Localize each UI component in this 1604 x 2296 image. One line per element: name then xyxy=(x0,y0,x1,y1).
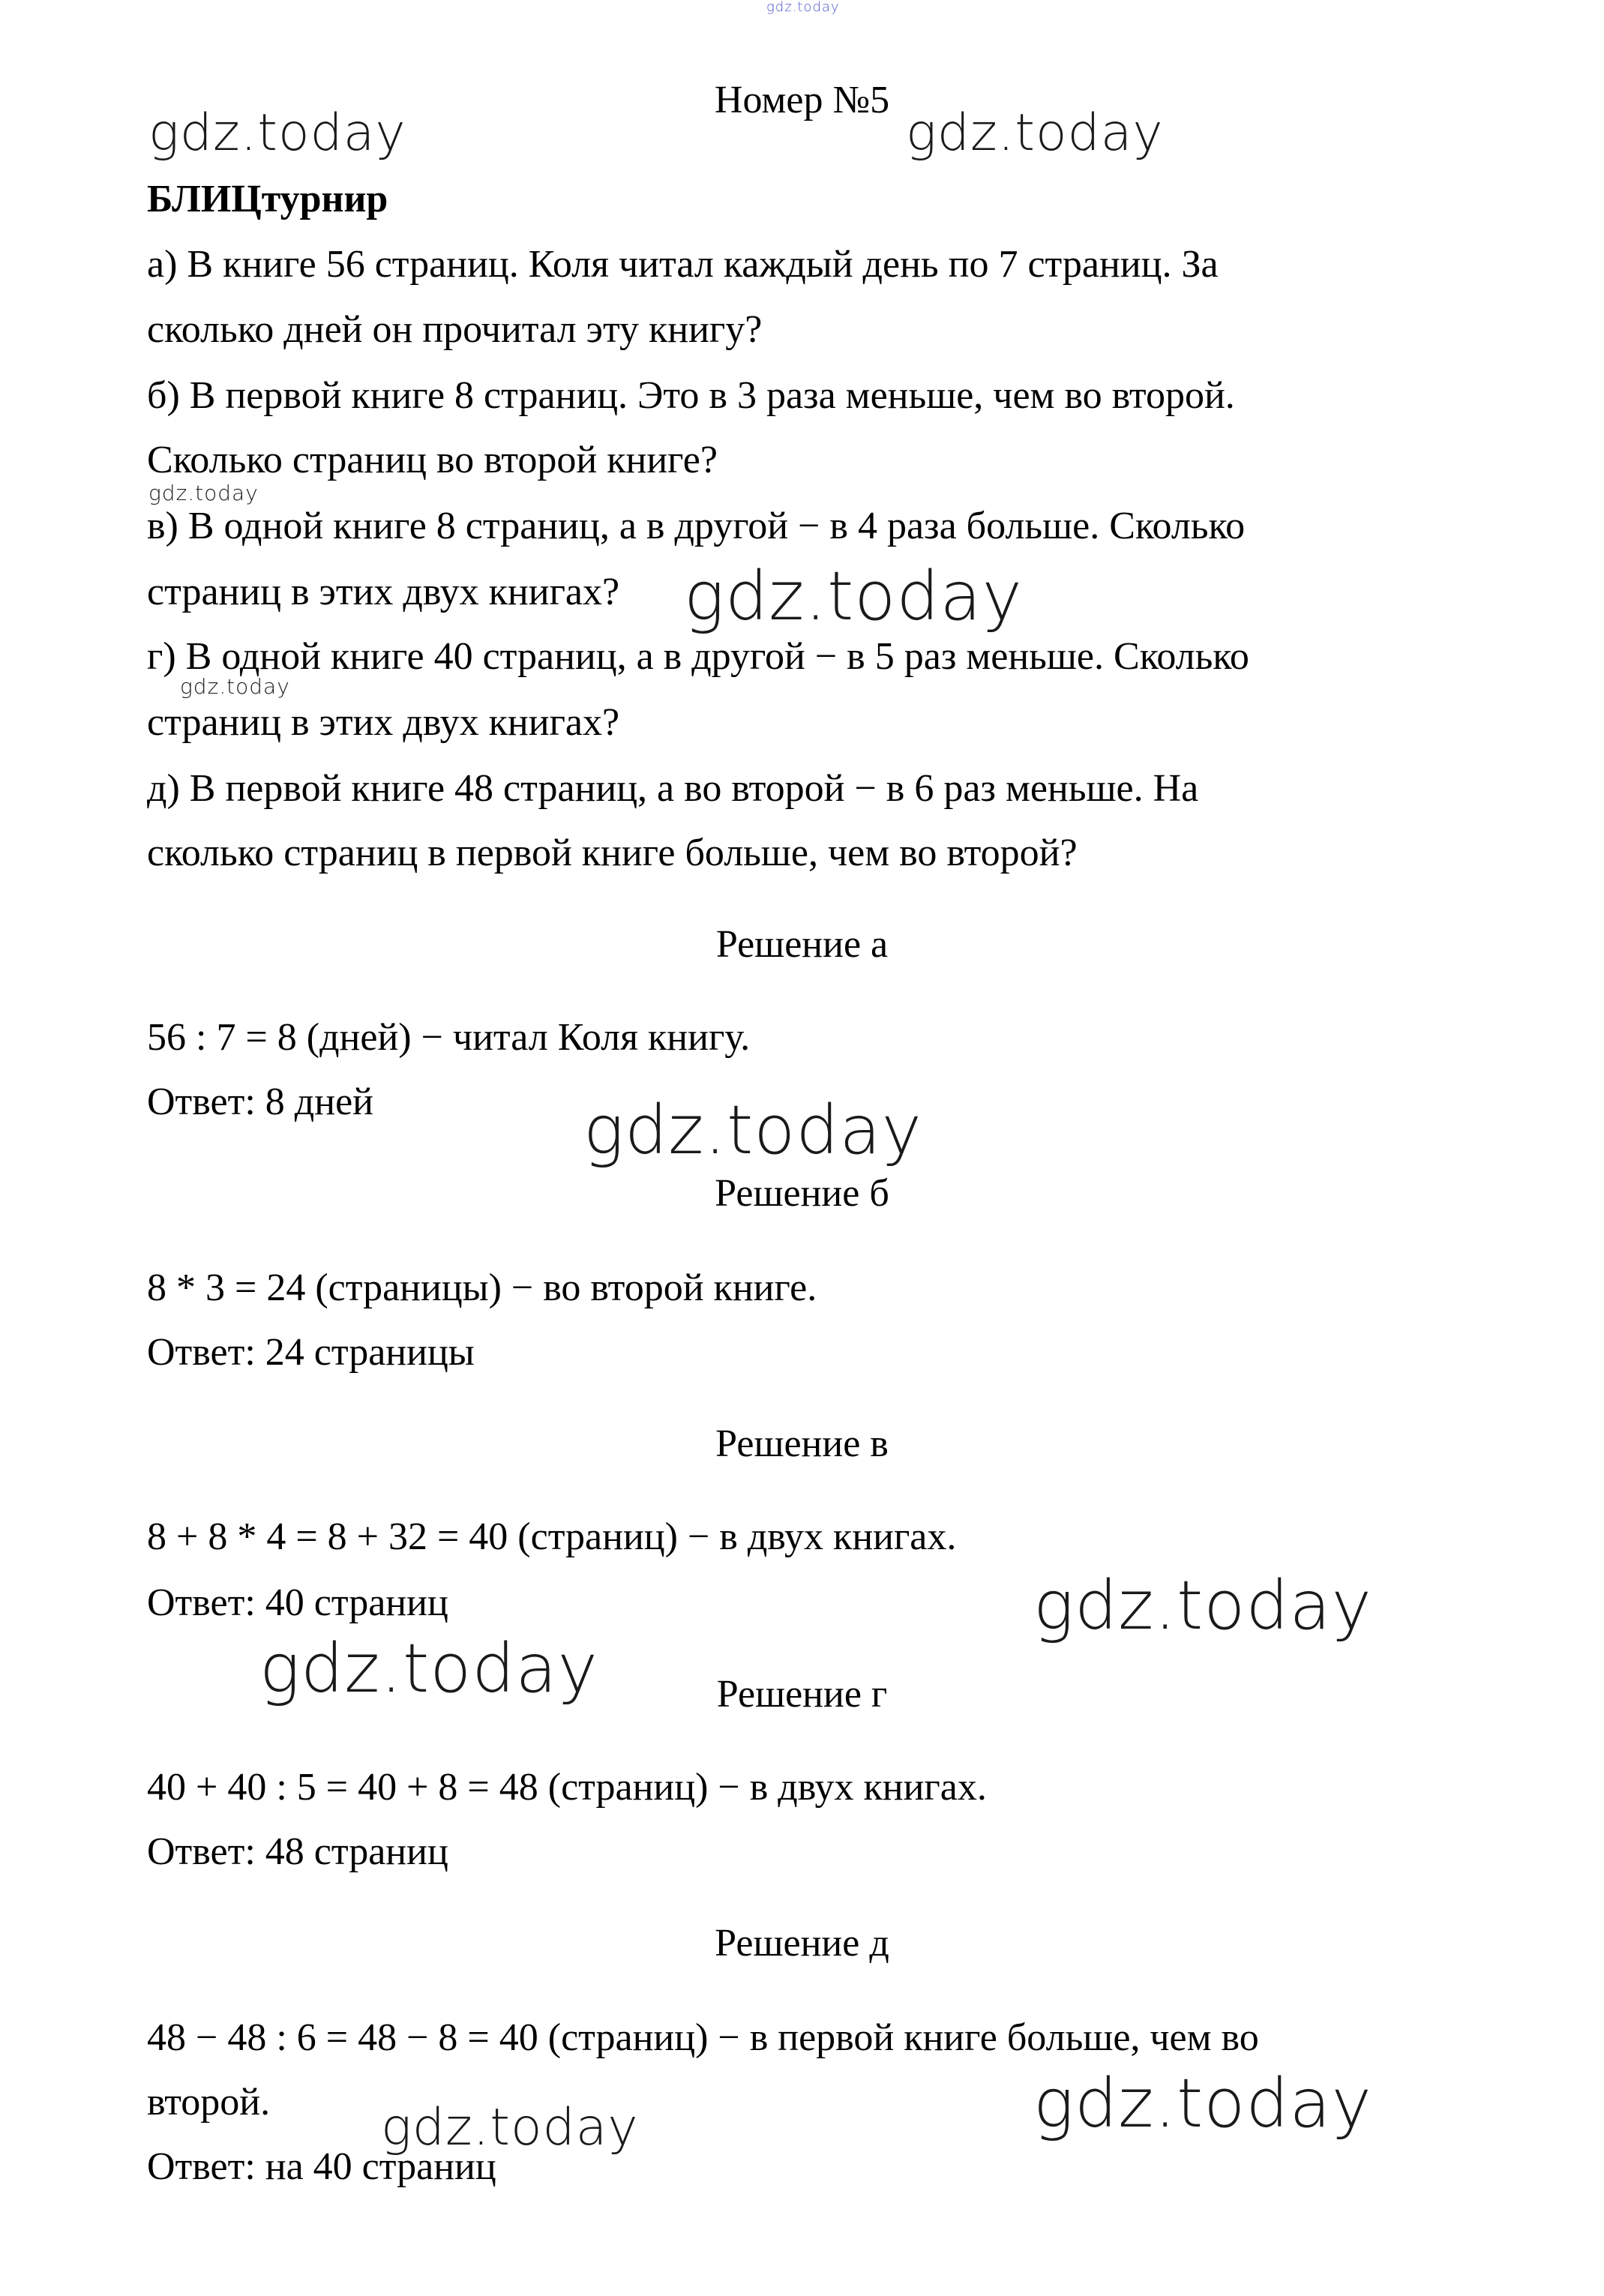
solution-d-answer: Ответ: на 40 страниц xyxy=(147,2145,496,2188)
solution-v-heading: Решение в xyxy=(715,1422,889,1465)
problem-b-line-2: Сколько страниц во второй книге? xyxy=(147,439,718,481)
problem-v-line-1: в) В одной книге 8 страниц, а в другой − в 4 раза больше. Сколько xyxy=(147,505,1246,547)
problem-d-line-2: сколько страниц в первой книге больше, чем во второй? xyxy=(147,832,1078,874)
watermark: gdz.today xyxy=(906,103,1164,163)
problem-g-line-2: страниц в этих двух книгах? xyxy=(147,701,620,744)
solution-d-calc-line-1: 48 − 48 : 6 = 48 − 8 = 40 (страниц) − в первой книге больше, чем во xyxy=(147,2016,1259,2059)
solution-g-answer: Ответ: 48 страниц xyxy=(147,1830,448,1873)
solution-g-calc: 40 + 40 : 5 = 40 + 8 = 48 (страниц) − в двух книгах. xyxy=(147,1766,987,1809)
solution-v-calc: 8 + 8 * 4 = 8 + 32 = 40 (страниц) − в двух книгах. xyxy=(147,1515,957,1558)
problem-d-line-1: д) В первой книге 48 страниц, а во второй − в 6 раз меньше. На xyxy=(147,767,1199,810)
solution-a-heading: Решение а xyxy=(715,923,889,966)
solution-a-answer: Ответ: 8 дней xyxy=(147,1081,373,1123)
problem-g-line-1: г) В одной книге 40 страниц, а в другой − в 5 раз меньше. Сколько xyxy=(147,635,1249,678)
solution-b-heading: Решение б xyxy=(715,1172,889,1215)
watermark: gdz.today xyxy=(583,1091,922,1170)
watermark: gdz.today xyxy=(684,557,1023,636)
solution-v-answer: Ответ: 40 страниц xyxy=(147,1581,448,1624)
watermark: gdz.today xyxy=(148,103,406,163)
problem-a-line-2: сколько дней он прочитал эту книгу? xyxy=(147,308,763,351)
solution-d-heading: Решение д xyxy=(715,1922,889,1965)
page-title: Номер №5 xyxy=(714,79,890,121)
problem-b-line-1: б) В первой книге 8 страниц. Это в 3 раза меньше, чем во второй. xyxy=(147,374,1235,417)
watermark: gdz.today xyxy=(1033,2064,1372,2143)
watermark: gdz.today xyxy=(259,1629,598,1708)
solution-b-answer: Ответ: 24 страницы xyxy=(147,1331,475,1374)
watermark: gdz.today xyxy=(1033,1566,1372,1645)
solution-g-heading: Решение г xyxy=(716,1673,888,1716)
section-subtitle: БЛИЦтурнир xyxy=(147,178,388,220)
solution-d-calc-line-2: второй. xyxy=(147,2081,271,2124)
watermark: gdz.today xyxy=(381,2098,639,2157)
watermark: gdz.today xyxy=(148,481,259,505)
watermark: gdz.today xyxy=(766,0,840,15)
problem-a-line-1: а) В книге 56 страниц. Коля читал каждый день по 7 страниц. За xyxy=(147,243,1219,286)
solution-a-calc: 56 : 7 = 8 (дней) − читал Коля книгу. xyxy=(147,1016,751,1059)
watermark: gdz.today xyxy=(180,674,290,699)
problem-v-line-2: страниц в этих двух книгах? xyxy=(147,571,620,613)
solution-b-calc: 8 * 3 = 24 (страницы) − во второй книге. xyxy=(147,1266,817,1309)
